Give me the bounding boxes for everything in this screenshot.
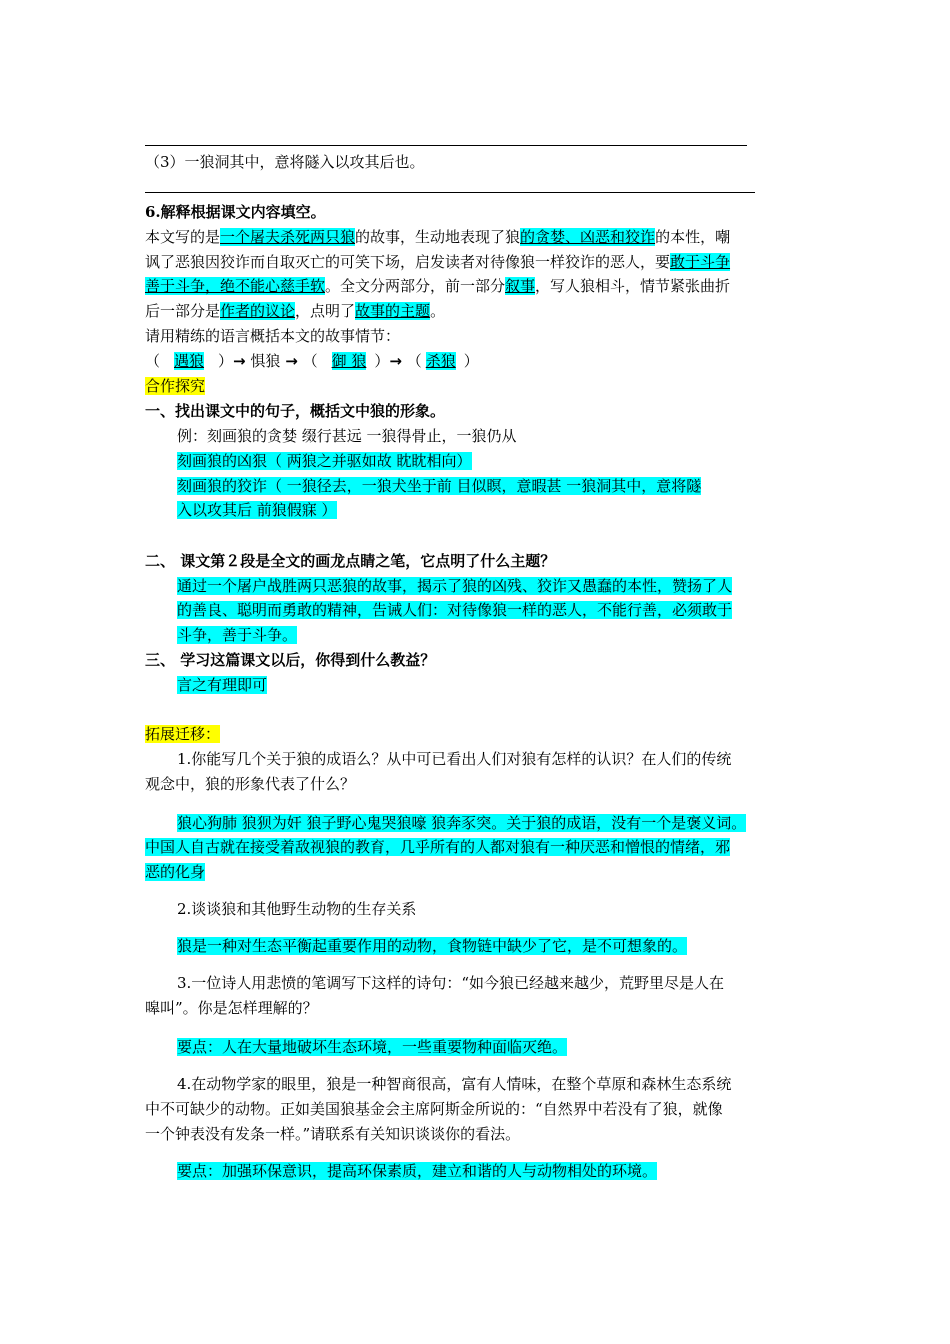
text: 。 [430, 302, 446, 320]
text: 后一部分是 [145, 302, 221, 320]
paren: ） [218, 352, 234, 370]
plot-answer-2: 御 狼 [331, 352, 367, 370]
coop-q2-heading: 二、 课文第２段是全文的画龙点睛之笔，它点明了什么主题？ [145, 552, 556, 570]
ext-q2: 2.谈谈狼和其他野生动物的生存关系 [177, 900, 417, 918]
answer-highlight: 作者的议论 [220, 302, 296, 320]
section-6-line-2 [145, 250, 730, 274]
text: 。全文分两部分，前一部分 [325, 277, 506, 295]
plot-middle: 惧狼 [250, 352, 281, 370]
arrow-icon: → [285, 352, 298, 370]
text: ，点明了 [295, 302, 356, 320]
paren: （ [406, 352, 422, 370]
coop-q2-answer-3: 斗争，善于斗争。 [177, 626, 298, 644]
plot-answer-1: 遇狼 [174, 352, 205, 370]
coop-q1-answer-2-cont: 入以攻其后 前狼假寐 ） [177, 501, 337, 519]
answer-highlight: 敢于斗争 [670, 253, 731, 271]
text: ，写人狼相斗，情节紧张曲折 [535, 277, 731, 295]
coop-q1-heading: 一、找出课文中的句子，概括文中狼的形象。 [145, 402, 446, 420]
paren: ） [463, 352, 479, 370]
ext-q3-line-2: 嗥叫”。你是怎样理解的？ [145, 999, 318, 1017]
coop-title: 合作探究 [145, 377, 206, 395]
arrow-icon: → [389, 352, 402, 370]
answer-highlight: 故事的主题 [355, 302, 431, 320]
ext-title: 拓展迁移： [145, 725, 221, 743]
ext-q3-line-1: 3.一位诗人用悲愤的笔调写下这样的诗句：“如今狼已经越来越少，荒野里尽是人在 [177, 974, 724, 992]
coop-q2-answer-1: 通过一个屠户战胜两只恶狼的故事，揭示了狼的凶残、狡诈又愚蠢的本性，赞扬了人 [177, 577, 733, 595]
section-6-line-5: 请用精练的语言概括本文的故事情节： [145, 327, 401, 345]
ext-a1-line-3: 恶的化身 [145, 863, 206, 881]
text: 讽了恶狼因狡诈而自取灭亡的可笑下场，启发读者对待像狼一样狡诈的恶人，要 [145, 253, 671, 271]
ext-a3: 要点：人在大量地破坏生态环境，一些重要物种面临灭绝。 [177, 1038, 568, 1056]
coop-q1-example: 例：刻画狼的贪婪 缀行甚远 一狼得骨止，一狼仍从 [177, 427, 517, 445]
ext-q4-line-2: 中不可缺少的动物。正如美国狼基金会主席阿斯金所说的：“自然界中若没有了狼，就像 [145, 1100, 723, 1118]
section-6-line-3 [145, 274, 730, 298]
ext-a2: 狼是一种对生态平衡起重要作用的动物，食物链中缺少了它，是不可想象的。 [177, 937, 688, 955]
text: 的本性，嘲 [655, 228, 731, 246]
ext-a1-line-2: 中国人自古就在接受着敌视狼的教育，几乎所有的人都对狼有一种厌恶和憎恨的情绪，邪 [145, 838, 731, 856]
question-3-text: （3）一狼洞其中，意将隧入以攻其后也。 [145, 153, 425, 171]
section-6-line-4 [145, 299, 445, 323]
paren: （ [302, 352, 318, 370]
ext-q4-line-1: 4.在动物学家的眼里，狼是一种智商很高，富有人情味，在整个草原和森林生态系统 [177, 1075, 732, 1093]
answer-line [145, 145, 747, 146]
coop-q1-answer-2: 刻画狼的狡诈（ 一狼径去，一狼犬坐于前 目似瞑，意暇甚 一狼洞其中，意将隧 [177, 477, 702, 495]
arrow-icon: → [233, 352, 246, 370]
plot-summary-line [145, 349, 479, 373]
text: 本文写的是 [145, 228, 221, 246]
ext-a4: 要点：加强环保意识，提高环保素质，建立和谐的人与动物相处的环境。 [177, 1162, 658, 1180]
ext-q1-line-1: 1.你能写几个关于狼的成语么？从中可已看出人们对狼有怎样的认识？在人们的传统 [177, 750, 732, 768]
answer-highlight: 善于斗争，绝不能心慈手软 [145, 277, 326, 295]
plot-answer-3: 杀狼 [425, 352, 456, 370]
ext-q1-line-2: 观念中，狼的形象代表了什么？ [145, 775, 356, 793]
paren: ） [374, 352, 390, 370]
text: 的故事，生动地表现了狼 [355, 228, 521, 246]
coop-q3-heading: 三、 学习这篇课文以后，你得到什么教益？ [145, 651, 436, 669]
ext-a1-line-1: 狼心狗肺 狼狈为奸 狼子野心鬼哭狼嚎 狼奔豕突。关于狼的成语，没有一个是褒义词。 [177, 814, 747, 832]
coop-q1-answer-1: 刻画狼的凶狠（ 两狼之并驱如故 眈眈相向） [177, 452, 472, 470]
section-6-heading: 6.解释根据课文内容填空。 [145, 203, 326, 221]
answer-highlight: 叙事 [505, 277, 536, 295]
answer-highlight: 的贪婪、凶恶和狡诈 [520, 228, 656, 246]
answer-highlight: 一个屠夫杀死两只狼 [220, 228, 356, 246]
coop-q3-answer: 言之有理即可 [177, 676, 268, 694]
coop-q2-answer-2: 的善良、聪明而勇敢的精神，告诫人们：对待像狼一样的恶人，不能行善，必须敢于 [177, 601, 733, 619]
ext-q4-line-3: 一个钟表没有发条一样。”请联系有关知识谈谈你的看法。 [145, 1125, 521, 1143]
answer-line [145, 192, 755, 193]
paren: （ [145, 352, 161, 370]
section-6-line-1 [145, 225, 730, 249]
